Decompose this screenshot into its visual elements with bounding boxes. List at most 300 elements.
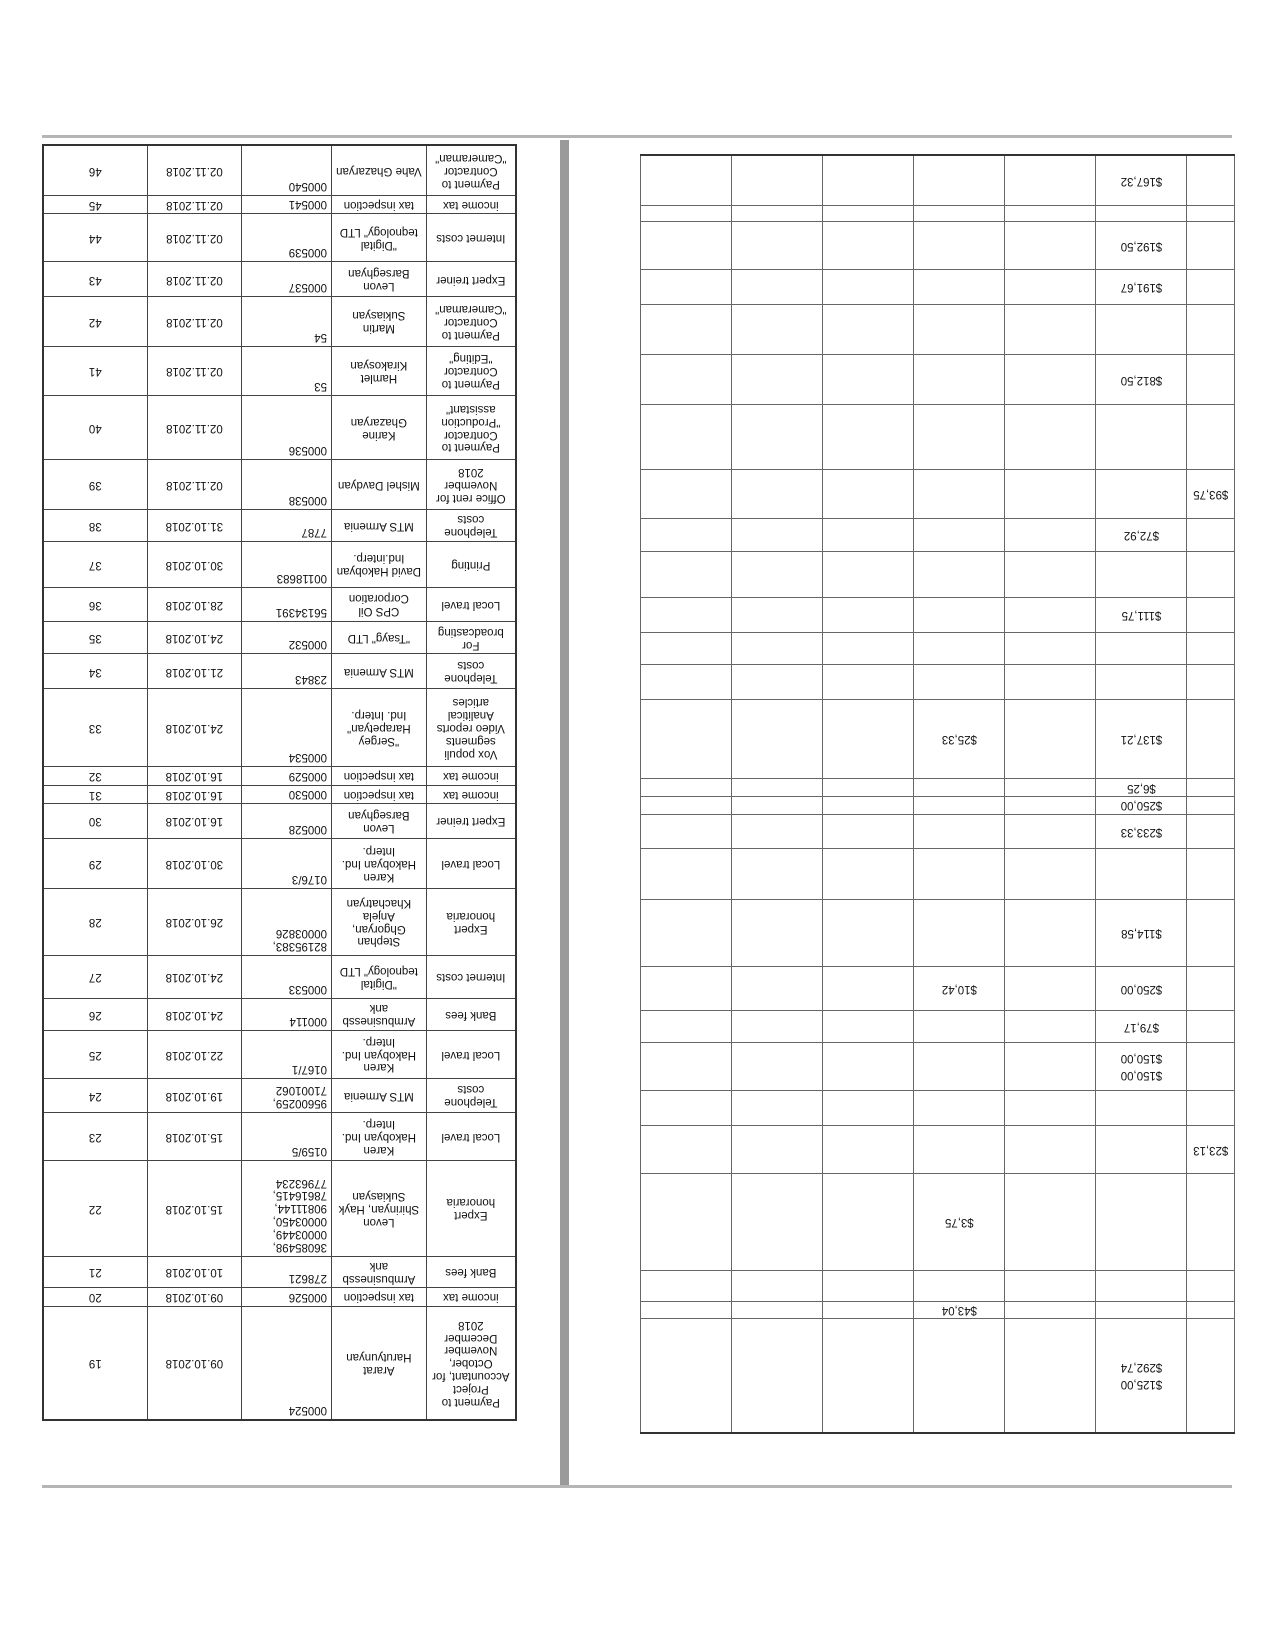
payee-cell: Karen Hakobyan Ind. Interp. (332, 838, 427, 888)
amount-col-h-cell (1187, 1173, 1235, 1270)
amount-row (641, 598, 1235, 633)
date-cell: 24.10.2018 (147, 999, 242, 1030)
amount-col-d-cell (914, 206, 1005, 222)
amount-col-h-cell (1187, 1270, 1235, 1302)
amount-col-h-cell (1187, 1302, 1235, 1319)
amount-col-h-cell (1187, 778, 1235, 796)
register-row (43, 1160, 516, 1256)
empty-col-f-cell (732, 1125, 823, 1173)
row-number-cell: 38 (43, 509, 147, 541)
document-number-cell: 0167/1 (242, 1030, 332, 1078)
purpose-cell: Telephone costs (426, 654, 516, 688)
document-number-cell: 53 (242, 346, 332, 395)
empty-col-e-cell (823, 1011, 914, 1043)
empty-col-g-cell (641, 1042, 732, 1090)
empty-col-e-cell (823, 700, 914, 779)
empty-col-e-cell (823, 469, 914, 518)
empty-col-e-cell (823, 1042, 914, 1090)
amount-col-h-cell (1187, 355, 1235, 404)
amount-col-d-cell (914, 1011, 1005, 1043)
row-number-cell: 46 (43, 145, 147, 195)
empty-col-f-cell (732, 206, 823, 222)
amount-col-d-cell (914, 469, 1005, 518)
amount-col-h-cell (1187, 1090, 1235, 1125)
amount-row (641, 355, 1235, 404)
amount-row (641, 1090, 1235, 1125)
amount-row (641, 519, 1235, 552)
amount-col-d-cell (914, 814, 1005, 849)
purpose-cell: income tax (426, 767, 516, 786)
register-row (43, 804, 516, 838)
empty-col-f-cell (732, 665, 823, 700)
empty-col-c-cell (1005, 700, 1096, 779)
register-row (43, 785, 516, 804)
date-cell: 02.11.2018 (147, 145, 242, 195)
row-number-cell: 20 (43, 1288, 147, 1307)
row-number-cell: 21 (43, 1256, 147, 1287)
empty-col-e-cell (823, 355, 914, 404)
empty-col-e-cell (823, 899, 914, 966)
amount-col-a-cell: $114,58 (1096, 899, 1187, 966)
empty-col-e-cell (823, 1090, 914, 1125)
payee-cell: MTS Armenia (332, 1078, 427, 1112)
amount-row (641, 1302, 1235, 1319)
purpose-cell: Expert treiner (426, 804, 516, 838)
empty-col-g-cell (641, 1302, 732, 1319)
top-page-rule (42, 135, 1232, 138)
empty-col-c-cell (1005, 778, 1096, 796)
amount-col-h-cell (1187, 1042, 1235, 1090)
empty-col-f-cell (732, 814, 823, 849)
date-cell: 02.11.2018 (147, 214, 242, 262)
document-number-cell: 54 (242, 296, 332, 346)
purpose-cell: Internet costs (426, 955, 516, 999)
amount-row (641, 551, 1235, 597)
date-cell: 30.10.2018 (147, 838, 242, 888)
document-number-cell: 000528 (242, 804, 332, 838)
document-number-cell: 36085498, 00003449, 00003450, 90811144, 78616415, 77963234 (242, 1160, 332, 1256)
document-number-cell: 000536 (242, 395, 332, 460)
amount-col-d-cell: $3,75 (914, 1173, 1005, 1270)
amount-col-a-cell: $233,33 (1096, 814, 1187, 849)
register-row (43, 767, 516, 786)
purpose-cell: For broadcasting (426, 622, 516, 654)
amount-col-d-cell (914, 632, 1005, 665)
amount-row (641, 632, 1235, 665)
register-row (43, 262, 516, 296)
row-number-cell: 24 (43, 1078, 147, 1112)
amount-col-a-cell (1096, 632, 1187, 665)
row-number-cell: 45 (43, 195, 147, 214)
document-number-cell: 000524 (242, 1306, 332, 1420)
empty-col-g-cell (641, 899, 732, 966)
amount-row (641, 1173, 1235, 1270)
date-cell: 02.11.2018 (147, 395, 242, 460)
amount-col-a-cell (1096, 304, 1187, 354)
payee-cell: Stephan Ghgoryan, Anjela Khachatryan (332, 888, 427, 955)
empty-col-g-cell (641, 1125, 732, 1173)
amount-col-d-cell (914, 221, 1005, 269)
payee-cell: tax inspection (332, 785, 427, 804)
register-row (43, 1288, 516, 1307)
empty-col-f-cell (732, 1090, 823, 1125)
amount-row (641, 778, 1235, 796)
amount-col-d-cell (914, 849, 1005, 899)
register-row (43, 509, 516, 541)
amount-col-d-cell (914, 551, 1005, 597)
amount-col-h-cell (1187, 155, 1235, 206)
payee-cell: MTS Armenia (332, 509, 427, 541)
empty-col-g-cell (641, 155, 732, 206)
empty-col-c-cell (1005, 519, 1096, 552)
empty-col-f-cell (732, 1318, 823, 1433)
empty-col-c-cell (1005, 1270, 1096, 1302)
row-number-cell: 42 (43, 296, 147, 346)
empty-col-g-cell (641, 519, 732, 552)
empty-col-c-cell (1005, 304, 1096, 354)
date-cell: 02.11.2018 (147, 346, 242, 395)
purpose-cell: Expert honoraria (426, 888, 516, 955)
empty-col-g-cell (641, 221, 732, 269)
row-number-cell: 26 (43, 999, 147, 1030)
document-number-cell: 95600259, 71001062 (242, 1078, 332, 1112)
amount-col-d-cell (914, 1042, 1005, 1090)
amount-col-h-cell: $23,13 (1187, 1125, 1235, 1173)
document-number-cell: 000526 (242, 1288, 332, 1307)
bottom-page-rule (42, 1485, 1232, 1488)
amount-col-h-cell (1187, 700, 1235, 779)
amount-col-d-cell (914, 355, 1005, 404)
document-number-cell: 000529 (242, 767, 332, 786)
payee-cell: Levon Shirinyan, Hayk Sukiasyan (332, 1160, 427, 1256)
amount-row (641, 1011, 1235, 1043)
document-number-cell: 7787 (242, 509, 332, 541)
amount-col-a-cell (1096, 469, 1187, 518)
date-cell: 24.10.2018 (147, 955, 242, 999)
date-cell: 02.11.2018 (147, 296, 242, 346)
empty-col-g-cell (641, 1011, 732, 1043)
empty-col-c-cell (1005, 1125, 1096, 1173)
amount-col-a-cell: $812,50 (1096, 355, 1187, 404)
amounts-table-right (640, 154, 1235, 1434)
row-number-cell: 28 (43, 888, 147, 955)
register-row (43, 541, 516, 587)
empty-col-c-cell (1005, 1173, 1096, 1270)
row-number-cell: 43 (43, 262, 147, 296)
row-number-cell: 31 (43, 785, 147, 804)
purpose-cell: Local travel (426, 838, 516, 888)
register-row (43, 1078, 516, 1112)
empty-col-e-cell (823, 221, 914, 269)
purpose-cell: Local travel (426, 1113, 516, 1161)
empty-col-f-cell (732, 796, 823, 814)
amount-col-h-cell (1187, 814, 1235, 849)
amount-line: $125,00 (1120, 1378, 1163, 1391)
amount-col-a-cell: $191,67 (1096, 270, 1187, 305)
purpose-cell: Telephone costs (426, 509, 516, 541)
document-number-cell: 000539 (242, 214, 332, 262)
empty-col-c-cell (1005, 849, 1096, 899)
date-cell: 09.10.2018 (147, 1306, 242, 1420)
amount-col-d-cell (914, 778, 1005, 796)
amount-col-h-cell (1187, 270, 1235, 305)
page-gutter (560, 140, 569, 1485)
amount-col-a-cell: $192,50 (1096, 221, 1187, 269)
empty-col-f-cell (732, 221, 823, 269)
empty-col-e-cell (823, 796, 914, 814)
empty-col-c-cell (1005, 469, 1096, 518)
amount-row (641, 796, 1235, 814)
row-number-cell: 22 (43, 1160, 147, 1256)
amount-row (641, 155, 1235, 206)
empty-col-f-cell (732, 304, 823, 354)
purpose-cell: Payment to Contractor "Production assistant" (426, 395, 516, 460)
amount-col-d-cell (914, 1125, 1005, 1173)
row-number-cell: 29 (43, 838, 147, 888)
amount-col-h-cell (1187, 1011, 1235, 1043)
amount-col-a-cell (1096, 404, 1187, 469)
empty-col-f-cell (732, 1042, 823, 1090)
date-cell: 21.10.2018 (147, 654, 242, 688)
row-number-cell: 40 (43, 395, 147, 460)
payee-cell: "Digital teqnology" LTD (332, 214, 427, 262)
date-cell: 02.11.2018 (147, 262, 242, 296)
empty-col-e-cell (823, 519, 914, 552)
amount-col-d-cell (914, 155, 1005, 206)
empty-col-g-cell (641, 700, 732, 779)
purpose-cell: Bank fees (426, 999, 516, 1030)
register-row (43, 346, 516, 395)
empty-col-e-cell (823, 1302, 914, 1319)
purpose-cell: Office rent for November 2018 (426, 460, 516, 509)
empty-col-f-cell (732, 1173, 823, 1270)
register-row (43, 460, 516, 509)
amount-row (641, 1270, 1235, 1302)
date-cell: 16.10.2018 (147, 785, 242, 804)
empty-col-e-cell (823, 404, 914, 469)
date-cell: 02.11.2018 (147, 460, 242, 509)
register-row (43, 654, 516, 688)
payee-cell: Ararat Harutyunyan (332, 1306, 427, 1420)
amount-col-h-cell: $93,75 (1187, 469, 1235, 518)
register-row (43, 838, 516, 888)
left-table-body (43, 145, 516, 1420)
register-row (43, 688, 516, 766)
date-cell: 15.10.2018 (147, 1113, 242, 1161)
date-cell: 16.10.2018 (147, 767, 242, 786)
empty-col-f-cell (732, 899, 823, 966)
empty-col-c-cell (1005, 1011, 1096, 1043)
amount-col-a-cell: $72,92 (1096, 519, 1187, 552)
amount-col-a-cell (1096, 551, 1187, 597)
empty-col-c-cell (1005, 1042, 1096, 1090)
amount-row (641, 1042, 1235, 1090)
empty-col-g-cell (641, 966, 732, 1010)
amount-col-d-cell: $10,42 (914, 966, 1005, 1010)
amount-col-a-cell (1096, 1125, 1187, 1173)
empty-col-c-cell (1005, 404, 1096, 469)
amount-row (641, 899, 1235, 966)
payee-cell: tax inspection (332, 1288, 427, 1307)
empty-col-f-cell (732, 1270, 823, 1302)
document-number-cell: 000534 (242, 688, 332, 766)
amount-col-d-cell (914, 270, 1005, 305)
empty-col-c-cell (1005, 632, 1096, 665)
empty-col-c-cell (1005, 796, 1096, 814)
register-row (43, 1030, 516, 1078)
amount-col-a-cell (1096, 1042, 1187, 1090)
date-cell: 26.10.2018 (147, 888, 242, 955)
amount-col-a-cell: $137,21 (1096, 700, 1187, 779)
amount-col-d-cell (914, 899, 1005, 966)
document-number-cell: 000530 (242, 785, 332, 804)
row-number-cell: 35 (43, 622, 147, 654)
purpose-cell: Local travel (426, 587, 516, 621)
amount-col-d-cell (914, 598, 1005, 633)
payee-cell: tax inspection (332, 767, 427, 786)
empty-col-e-cell (823, 849, 914, 899)
date-cell: 15.10.2018 (147, 1160, 242, 1256)
register-row (43, 999, 516, 1030)
register-row (43, 214, 516, 262)
register-row (43, 888, 516, 955)
date-cell: 02.11.2018 (147, 195, 242, 214)
empty-col-e-cell (823, 814, 914, 849)
empty-col-g-cell (641, 1270, 732, 1302)
amount-col-h-cell (1187, 404, 1235, 469)
empty-col-f-cell (732, 404, 823, 469)
purpose-cell: Payment to Contractor "Editing" (426, 346, 516, 395)
amount-row (641, 665, 1235, 700)
row-number-cell: 27 (43, 955, 147, 999)
empty-col-g-cell (641, 778, 732, 796)
empty-col-c-cell (1005, 1090, 1096, 1125)
empty-col-e-cell (823, 206, 914, 222)
empty-col-g-cell (641, 404, 732, 469)
document-number-cell: 000540 (242, 145, 332, 195)
document-number-cell: 56134391 (242, 587, 332, 621)
row-number-cell: 30 (43, 804, 147, 838)
date-cell: 10.10.2018 (147, 1256, 242, 1287)
empty-col-g-cell (641, 665, 732, 700)
payee-cell: Mishel Davdyan (332, 460, 427, 509)
amount-row (641, 469, 1235, 518)
row-number-cell: 33 (43, 688, 147, 766)
row-number-cell: 32 (43, 767, 147, 786)
date-cell: 24.10.2018 (147, 688, 242, 766)
payee-cell: David Hakobyan Ind.interp. (332, 541, 427, 587)
empty-col-f-cell (732, 519, 823, 552)
empty-col-c-cell (1005, 598, 1096, 633)
empty-col-f-cell (732, 155, 823, 206)
empty-col-e-cell (823, 966, 914, 1010)
payee-cell: "Sergey Harapetyan" Ind. Interp. (332, 688, 427, 766)
payee-cell: Levon Barseghyan (332, 804, 427, 838)
amount-row (641, 966, 1235, 1010)
payee-cell: CPS Oil Corporation (332, 587, 427, 621)
purpose-cell: Local travel (426, 1030, 516, 1078)
empty-col-e-cell (823, 598, 914, 633)
row-number-cell: 44 (43, 214, 147, 262)
document-number-cell: 82195383, 00003826 (242, 888, 332, 955)
empty-col-c-cell (1005, 221, 1096, 269)
empty-col-g-cell (641, 270, 732, 305)
purpose-cell: Vox populi segments Video reports Analitical articles (426, 688, 516, 766)
date-cell: 24.10.2018 (147, 622, 242, 654)
payee-cell: Levon Barseghyan (332, 262, 427, 296)
amount-col-h-cell (1187, 665, 1235, 700)
document-number-cell: 000537 (242, 262, 332, 296)
row-number-cell: 23 (43, 1113, 147, 1161)
empty-col-e-cell (823, 551, 914, 597)
amount-col-d-cell: $43,04 (914, 1302, 1005, 1319)
register-row (43, 395, 516, 460)
document-number-cell: 000538 (242, 460, 332, 509)
empty-col-g-cell (641, 355, 732, 404)
date-cell: 28.10.2018 (147, 587, 242, 621)
empty-col-e-cell (823, 1173, 914, 1270)
date-cell: 19.10.2018 (147, 1078, 242, 1112)
empty-col-c-cell (1005, 551, 1096, 597)
amount-col-d-cell (914, 304, 1005, 354)
amount-line: $150,00 (1120, 1052, 1163, 1065)
empty-col-c-cell (1005, 1302, 1096, 1319)
date-cell: 31.10.2018 (147, 509, 242, 541)
amount-line: $150,00 (1120, 1068, 1163, 1081)
empty-col-e-cell (823, 304, 914, 354)
row-number-cell: 19 (43, 1306, 147, 1420)
document-number-cell: 00118683 (242, 541, 332, 587)
amount-row (641, 270, 1235, 305)
amount-col-h-cell (1187, 849, 1235, 899)
empty-col-g-cell (641, 304, 732, 354)
empty-col-e-cell (823, 1318, 914, 1433)
empty-col-c-cell (1005, 155, 1096, 206)
register-row (43, 1306, 516, 1420)
amount-col-h-cell (1187, 304, 1235, 354)
purpose-cell: Internet costs (426, 214, 516, 262)
empty-col-f-cell (732, 700, 823, 779)
amount-col-h-cell (1187, 519, 1235, 552)
amount-col-a-cell (1096, 849, 1187, 899)
right-table-body (641, 155, 1235, 1433)
amount-col-d-cell (914, 404, 1005, 469)
empty-col-c-cell (1005, 206, 1096, 222)
amount-row (641, 700, 1235, 779)
amount-row (641, 221, 1235, 269)
purpose-cell: Expert honoraria (426, 1160, 516, 1256)
row-number-cell: 41 (43, 346, 147, 395)
document-number-cell: 278621 (242, 1256, 332, 1287)
empty-col-f-cell (732, 598, 823, 633)
document-number-cell: 0159/5 (242, 1113, 332, 1161)
amount-col-a-cell (1096, 1302, 1187, 1319)
empty-col-f-cell (732, 849, 823, 899)
document-number-cell: 23843 (242, 654, 332, 688)
amount-col-a-cell (1096, 665, 1187, 700)
document-number-cell: 000533 (242, 955, 332, 999)
empty-col-f-cell (732, 632, 823, 665)
empty-col-f-cell (732, 1302, 823, 1319)
empty-col-f-cell (732, 966, 823, 1010)
empty-col-g-cell (641, 1173, 732, 1270)
empty-col-e-cell (823, 270, 914, 305)
empty-col-e-cell (823, 632, 914, 665)
amount-row (641, 1318, 1235, 1433)
empty-col-e-cell (823, 665, 914, 700)
amount-col-a-cell (1096, 1318, 1187, 1433)
amount-col-h-cell (1187, 966, 1235, 1010)
